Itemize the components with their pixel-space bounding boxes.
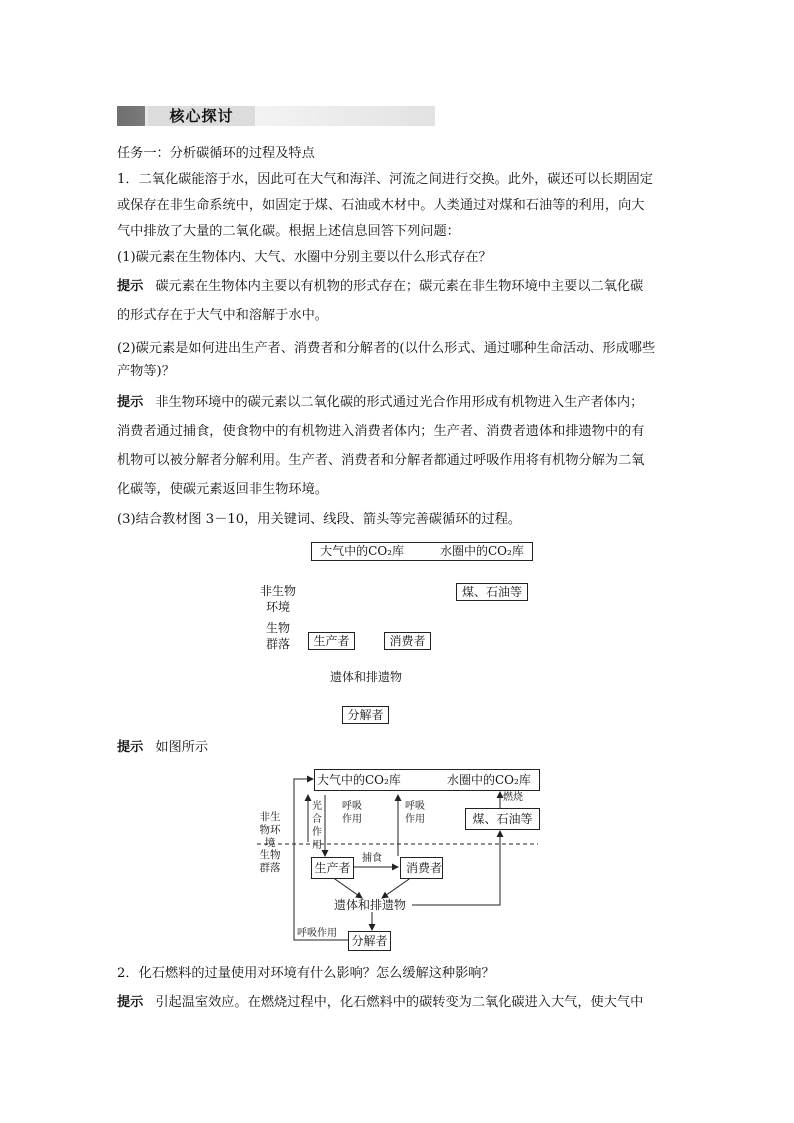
subquestion-2-line-1: (2)碳元素是如何进出生产者、消费者和分解者的(以什么形式、通过哪种生命活动、形成哪些: [117, 341, 656, 356]
d1-producer-box: 生产者: [308, 632, 355, 650]
d1-consumer-box: 消费者: [384, 632, 431, 650]
d2-decomposer-box: 分解者: [348, 931, 391, 951]
d2-bio-label: 生物群落: [259, 849, 281, 874]
d2-nonbio-label: 非生物环境: [259, 811, 281, 849]
question-1-line-1: 1．二氧化碳能溶于水，因此可在大气和海洋、河流之间进行交换。此外，碳还可以长期固定: [117, 172, 653, 187]
d2-decomposer-resp-label: 呼吸作用: [297, 928, 337, 939]
d2-hydrosphere-label: 水圈中的CO₂库: [447, 773, 531, 787]
hint-label: 提示: [117, 395, 144, 410]
d1-remains-label: 遗体和排遗物: [330, 670, 403, 684]
task-heading: 任务一：分析碳循环的过程及特点: [117, 146, 315, 161]
d1-co2-pool-box: 大气中的CO₂库 水圈中的CO₂库: [311, 542, 533, 561]
answer-2-line-1: 提示 非生物环境中的碳元素以二氧化碳的形式通过光合作用形成有机物进入生产者体内；: [117, 395, 644, 410]
question-1-line-2: 或保存在非生命系统中，如固定于煤、石油或木材中。人类通过对煤和石油等的利用，向大: [117, 198, 645, 213]
hint-label: 提示: [117, 279, 144, 294]
answer-1-line-2: 的形式存在于大气中和溶解于水中。: [117, 308, 328, 323]
subquestion-3: (3)结合教材图 3－10，用关键词、线段、箭头等完善碳循环的过程。: [117, 512, 522, 527]
answer-2-line-2: 消费者通过捕食，使食物中的有机物进入消费者体内；生产者、消费者遗体和排遗物中的有: [117, 424, 645, 439]
d2-producer-resp-label: 呼吸作用: [342, 801, 362, 825]
d2-predation-label: 捕食: [362, 853, 382, 864]
d2-co2-pool-frame: [314, 769, 540, 791]
d1-nonbio-label: 非生物 环境: [259, 584, 296, 614]
subquestion-1: (1)碳元素在生物体内、大气、水圈中分别主要以什么形式存在？: [117, 250, 492, 265]
answer-2-line-4: 化碳等，使碳元素返回非生物环境。: [117, 482, 328, 497]
d1-fossil-box: 煤、石油等: [456, 583, 528, 601]
answer-2-line-3: 机物可以被分解者分解利用。生产者、消费者和分解者都通过呼吸作用将有机物分解为二氧: [117, 453, 645, 468]
answer-1-line-1: 提示 碳元素在生物体内主要以有机物的形式存在；碳元素在非生物环境中主要以二氧化碳: [117, 279, 644, 294]
answer-3-line: 提示 如图所示: [117, 740, 209, 755]
d1-bio-label: 生物 群落: [265, 621, 290, 651]
d2-producer-remains-arrow: [332, 877, 362, 898]
d2-consumer-resp-label: 呼吸作用: [405, 801, 425, 825]
d1-decomposer-box: 分解者: [342, 706, 389, 724]
subquestion-2-line-2: 产物等)？: [117, 364, 175, 379]
section-title: 核心探讨: [148, 106, 255, 126]
question-1-line-3: 气中排放了大量的二氧化碳。根据上述信息回答下列问题：: [117, 224, 460, 239]
question-2: 2．化石燃料的过量使用对环境有什么影响？怎么缓解这种影响？: [117, 966, 495, 981]
d2-burning-label: 燃烧: [503, 792, 523, 803]
d2-fossil-box: 煤、石油等: [465, 808, 540, 830]
hint-label: 提示: [117, 995, 144, 1010]
d2-remains-label: 遗体和排遗物: [334, 898, 407, 912]
d2-consumer-box: 消费者: [400, 857, 443, 879]
d2-photosynthesis-label: 光合作用: [312, 801, 322, 851]
answer-4-line-1: 提示 引起温室效应。在燃烧过程中，化石燃料中的碳转变为二氧化碳进入大气，使大气中: [117, 995, 644, 1010]
d2-atmosphere-label: 大气中的CO₂库: [317, 773, 401, 787]
hint-label: 提示: [117, 740, 144, 755]
d2-producer-box: 生产者: [311, 857, 354, 879]
d2-consumer-remains-arrow: [382, 877, 412, 898]
